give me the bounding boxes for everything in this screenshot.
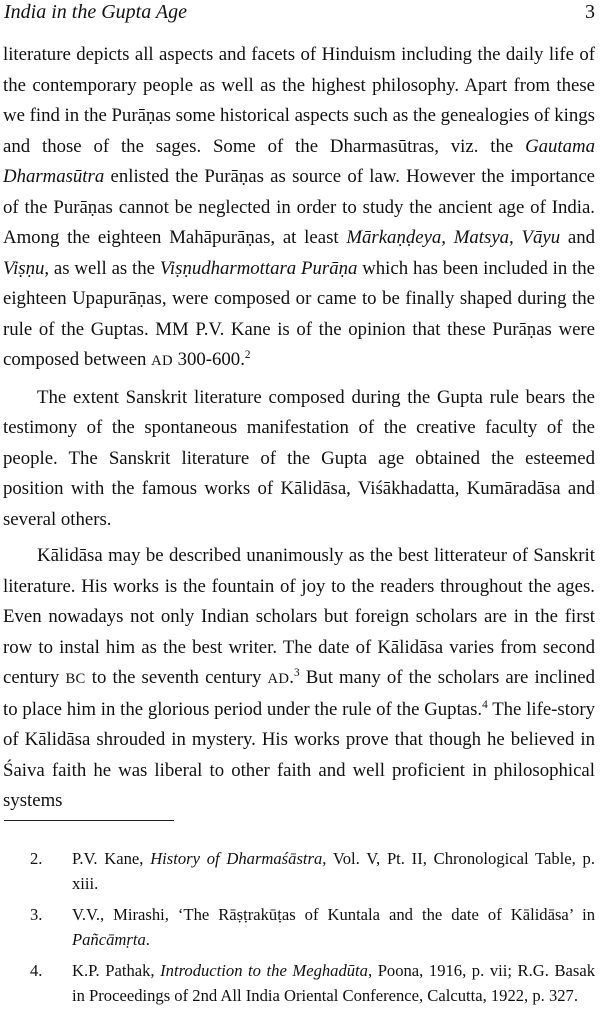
text-run: Kālidāsa may be described unanimously as the best litterateur of Sanskrit literature. His works is the fountain of joy to the readers throughout the ages. Even nowadays not only Indian scholars but foreign scholars are in the first row to instal him as the best writer. The date of Kālidāsa varies from second century xyxy=(3,545,595,688)
text-run: . xyxy=(145,930,150,949)
text-run: , as well as the xyxy=(44,257,160,279)
text-run: , Vol. V, Pt. II, Chronological Table, p. xiii. xyxy=(72,849,595,893)
page-number: 3 xyxy=(585,1,595,23)
footnote-marker: 4 xyxy=(482,698,488,711)
text-run: which has been included in the eighteen Upapurāṇas, were composed or came to be finally shaped during the rule of the Guptas. MM P.V. Kane is of the opinion that these Purāṇas were composed between xyxy=(3,257,595,370)
text-run: enlisted the Purāṇas as source of law. However the importance of the Purāṇas cannot be neglected in order to study the ancient age of India. Among the eighteen Mahāpurāṇas, at least xyxy=(3,166,595,248)
text-run: The extent Sanskrit literature composed during the Gupta rule bears the testimony of the spontaneous manifestation of the creative faculty of the people. The Sanskrit literature of the Gupta age obtained the esteemed position with the famous works of Kālidāsa, Viśākhadatta, Kumāradāsa and several others. xyxy=(3,386,595,530)
italic-text: Introduction to the Meghadūta xyxy=(160,961,368,980)
paragraph xyxy=(3,40,595,377)
footnote xyxy=(30,902,595,952)
footnote-text xyxy=(72,846,595,896)
italic-text: Mārkaṇḍeya, Matsya, Vāyu xyxy=(346,227,561,248)
footnote-number: 4. xyxy=(30,961,43,980)
footnote-marker: 3 xyxy=(294,667,300,680)
text-run: But many of the scholars are inclined to place him in the glorious period under the rule of the Guptas. xyxy=(3,667,595,720)
text-run: , Poona, 1916, p. vii; R.G. Basak in Proceedings of 2nd All India Oriental Conference, Calcutta, 1922, p. 327. xyxy=(72,961,595,1005)
text-run: . xyxy=(289,667,294,688)
italic-text: Gautama Dharmasūtra xyxy=(3,135,595,187)
italic-text: History of Dharmaśāstra xyxy=(150,849,323,868)
paragraph xyxy=(3,541,595,817)
small-caps-text: AD xyxy=(151,353,173,369)
footnote xyxy=(30,846,595,896)
footnote-number: 3. xyxy=(30,905,43,924)
italic-text: Pañcāmṛta xyxy=(72,930,146,949)
small-caps-text: BC xyxy=(65,671,86,687)
footnote-text xyxy=(72,958,595,1008)
paragraph xyxy=(3,383,595,536)
italic-text: Viṣṇudharmottara Purāṇa xyxy=(159,257,358,279)
text-run: V.V., Mirashi, ‘The Rāṣṭrakūṭas of Kuntala and the date of Kālidāsa’ in xyxy=(72,905,595,924)
running-head xyxy=(3,0,595,28)
footnote-rule xyxy=(4,820,174,821)
text-run: 300-600. xyxy=(172,349,245,370)
text-run: to the seventh century xyxy=(85,667,268,688)
footnotes xyxy=(30,846,595,1014)
text-run: The life-story of Kālidāsa shrouded in mystery. His works prove that though he believed in Śaiva faith he was liberal to other faith and well proficient in philosophical systems xyxy=(3,698,595,811)
body-text xyxy=(3,40,595,817)
running-title: India in the Gupta Age xyxy=(4,1,187,23)
text-run: and xyxy=(560,227,595,248)
footnote-number: 2. xyxy=(30,849,43,868)
italic-text: Viṣṇu xyxy=(3,257,45,279)
small-caps-text: AD xyxy=(267,671,290,687)
footnote-text xyxy=(72,902,595,952)
footnote xyxy=(30,958,595,1008)
text-run: literature depicts all aspects and facets of Hinduism including the daily life of the contemporary people as well as the highest philosophy. Apart from these we find in the Purāṇas some historical aspects such as the genealogies of kings and those of the sages. Some of the Dharmasūtras, viz. the xyxy=(3,44,595,157)
text-run: K.P. Pathak, xyxy=(72,961,161,980)
footnote-marker: 2 xyxy=(244,349,251,362)
text-run: P.V. Kane, xyxy=(72,849,151,868)
